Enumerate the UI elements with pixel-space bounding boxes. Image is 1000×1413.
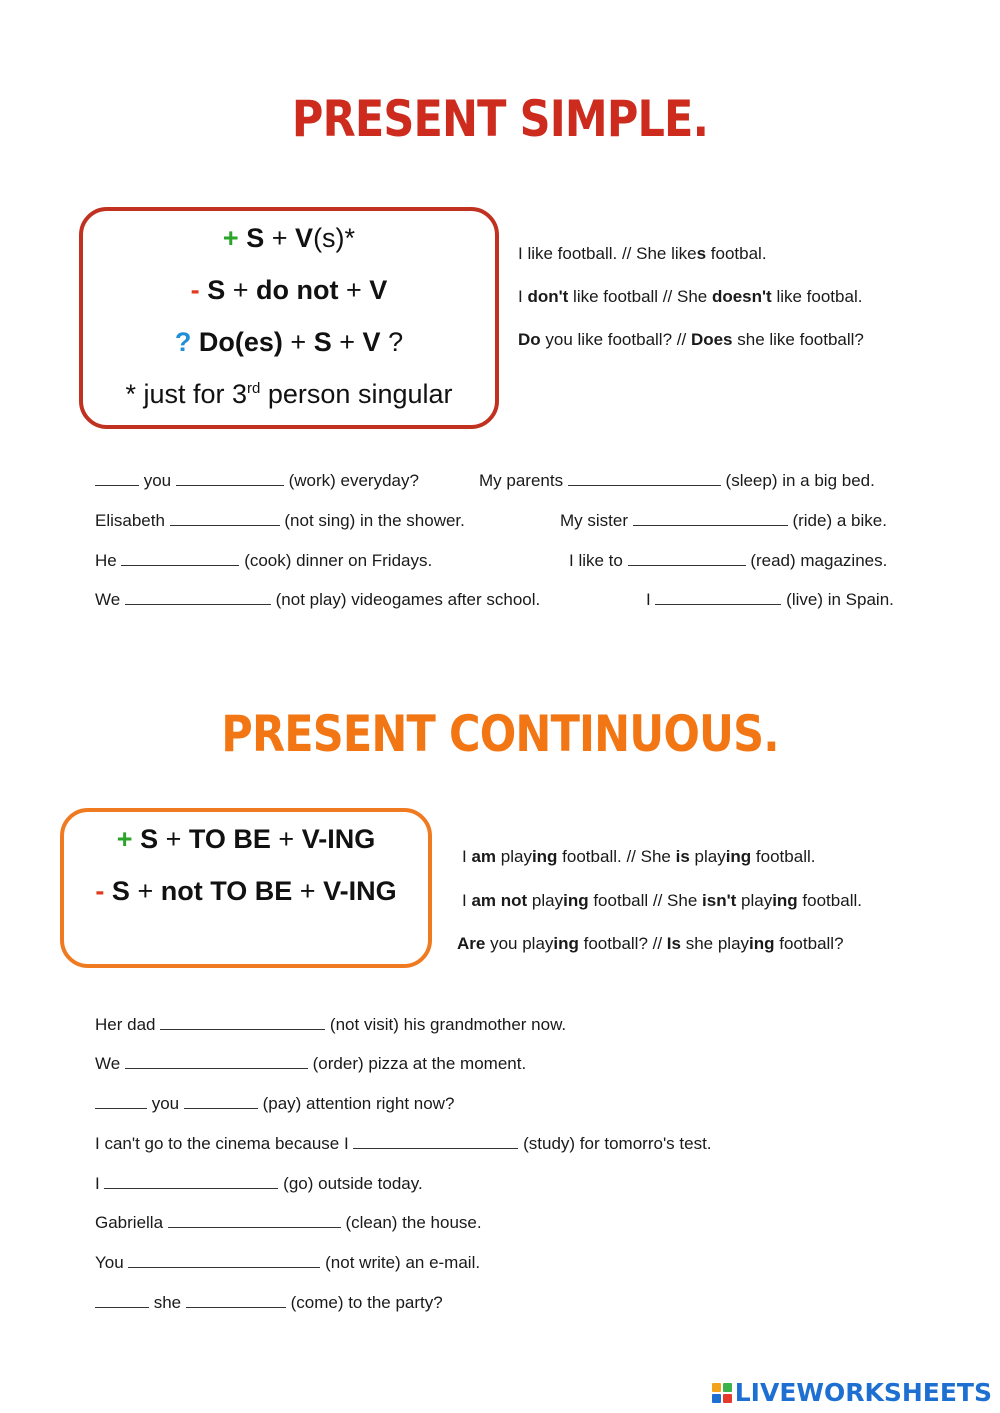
plus-sign: + bbox=[116, 824, 133, 854]
plus-operator: + bbox=[278, 824, 295, 854]
exercise-text: you bbox=[139, 471, 176, 490]
exercise-text: (read) magazines. bbox=[745, 551, 888, 570]
suffix: (s)* bbox=[313, 223, 356, 253]
exercise-text: (not play) videogames after school. bbox=[270, 590, 541, 609]
question-sign: ? bbox=[174, 327, 192, 357]
subject: S bbox=[207, 275, 226, 305]
plus-operator: + bbox=[346, 275, 362, 305]
example-bold: am not bbox=[471, 891, 528, 910]
example-text: you like football? // bbox=[540, 330, 691, 349]
exercise-line bbox=[95, 1293, 443, 1313]
simple-example-affirmative bbox=[518, 244, 767, 264]
example-bold: doesn't bbox=[711, 287, 772, 306]
to-be: TO BE bbox=[188, 824, 271, 854]
verb: V bbox=[295, 223, 314, 253]
continuous-example-question bbox=[457, 934, 844, 954]
example-text: play bbox=[689, 847, 726, 866]
exercise-text: (come) to the party? bbox=[285, 1293, 443, 1312]
answer-blank[interactable] bbox=[125, 1054, 308, 1069]
example-bold: is bbox=[675, 847, 690, 866]
example-bold: Do bbox=[518, 330, 541, 349]
answer-blank[interactable] bbox=[160, 1015, 325, 1030]
formula-note bbox=[83, 379, 495, 410]
exercise-text: Elisabeth bbox=[95, 511, 170, 530]
exercise-text: Her dad bbox=[95, 1015, 161, 1034]
exercise-line bbox=[95, 1213, 482, 1233]
example-bold: ing bbox=[749, 934, 775, 953]
example-bold: ing bbox=[725, 847, 752, 866]
verb: V bbox=[362, 327, 381, 357]
exercise-text: I bbox=[646, 590, 656, 609]
present-continuous-formula-box bbox=[60, 808, 432, 968]
auxiliary: Do(es) bbox=[198, 327, 283, 357]
answer-blank[interactable] bbox=[186, 1293, 286, 1308]
answer-blank[interactable] bbox=[176, 471, 284, 486]
simple-example-question bbox=[518, 330, 864, 350]
present-simple-title: PRESENT SIMPLE. bbox=[291, 90, 709, 148]
present-simple-formula-box bbox=[79, 207, 499, 429]
exercise-text: He bbox=[95, 551, 122, 570]
example-text: I bbox=[462, 847, 472, 866]
answer-blank[interactable] bbox=[568, 471, 721, 486]
auxiliary: do not bbox=[256, 275, 339, 305]
answer-blank[interactable] bbox=[628, 551, 746, 566]
example-bold: ing bbox=[531, 847, 558, 866]
exercise-line bbox=[95, 590, 540, 610]
subject: S bbox=[246, 223, 265, 253]
exercise-text: I bbox=[95, 1174, 105, 1193]
exercise-line bbox=[95, 471, 419, 491]
example-bold: Is bbox=[666, 934, 681, 953]
exercise-text: I like to bbox=[569, 551, 628, 570]
exercise-text: I can't go to the cinema because I bbox=[95, 1134, 354, 1153]
exercise-line bbox=[95, 551, 432, 571]
example-text: like footbal. bbox=[771, 287, 863, 306]
example-text: play bbox=[736, 891, 773, 910]
subject: S bbox=[111, 876, 130, 906]
plus-sign: + bbox=[222, 223, 239, 253]
plus-operator: + bbox=[299, 876, 316, 906]
exercise-line bbox=[95, 1054, 526, 1074]
simple-example-negative bbox=[518, 287, 862, 307]
exercise-text: (pay) attention right now? bbox=[257, 1094, 455, 1113]
plus-operator: + bbox=[137, 876, 154, 906]
liveworksheets-logo bbox=[712, 1378, 992, 1407]
answer-blank[interactable] bbox=[633, 511, 788, 526]
example-bold: ing bbox=[563, 891, 589, 910]
example-bold: Does bbox=[690, 330, 733, 349]
exercise-line bbox=[95, 1174, 423, 1194]
exercise-line bbox=[95, 1015, 566, 1035]
verb-ing: V-ING bbox=[301, 824, 376, 854]
exercise-text: (go) outside today. bbox=[278, 1174, 423, 1193]
answer-blank[interactable] bbox=[128, 1253, 320, 1268]
plus-operator: + bbox=[339, 327, 356, 357]
exercise-line bbox=[95, 1134, 712, 1154]
answer-blank[interactable] bbox=[184, 1094, 258, 1109]
exercise-text: (order) pizza at the moment. bbox=[307, 1054, 527, 1073]
example-bold: am bbox=[471, 847, 497, 866]
answer-blank[interactable] bbox=[104, 1174, 278, 1189]
example-bold: ing bbox=[553, 934, 579, 953]
subject: S bbox=[140, 824, 159, 854]
example-bold: ing bbox=[772, 891, 798, 910]
exercise-text: you bbox=[147, 1094, 184, 1113]
formula-negative bbox=[83, 275, 495, 306]
plus-operator: + bbox=[232, 275, 249, 305]
logo-text: LIVEWORKSHEETS bbox=[734, 1378, 992, 1407]
example-text: footbal. bbox=[706, 244, 767, 263]
exercise-text: (not sing) in the shower. bbox=[279, 511, 465, 530]
example-text: she like football? bbox=[732, 330, 864, 349]
example-bold: don't bbox=[527, 287, 569, 306]
exercise-text: We bbox=[95, 590, 125, 609]
answer-blank[interactable] bbox=[125, 590, 271, 605]
exercise-line bbox=[95, 1253, 480, 1273]
example-text: football? bbox=[774, 934, 844, 953]
exercise-text: My sister bbox=[560, 511, 633, 530]
logo-icon bbox=[712, 1383, 732, 1403]
exercise-line bbox=[479, 471, 875, 491]
exercise-text: (work) everyday? bbox=[283, 471, 419, 490]
answer-blank[interactable] bbox=[170, 511, 280, 526]
answer-blank[interactable] bbox=[95, 1094, 147, 1109]
example-text: play bbox=[527, 891, 564, 910]
plus-operator: + bbox=[165, 824, 182, 854]
present-continuous-title: PRESENT CONTINUOUS. bbox=[221, 705, 779, 763]
formula-negative bbox=[64, 876, 428, 907]
subject: S bbox=[313, 327, 332, 357]
verb: V bbox=[369, 275, 388, 305]
minus-sign: - bbox=[190, 275, 200, 305]
exercise-line bbox=[646, 590, 894, 610]
example-text: she play bbox=[680, 934, 750, 953]
example-text: like football // She bbox=[568, 287, 712, 306]
answer-blank[interactable] bbox=[168, 1213, 341, 1228]
example-text: I bbox=[462, 891, 472, 910]
formula-affirmative bbox=[83, 223, 495, 254]
answer-blank[interactable] bbox=[95, 1293, 149, 1308]
example-text: football. bbox=[751, 847, 816, 866]
answer-blank[interactable] bbox=[95, 471, 139, 486]
note-superscript: rd bbox=[247, 380, 261, 397]
answer-blank[interactable] bbox=[121, 551, 239, 566]
verb-ing: V-ING bbox=[323, 876, 397, 906]
exercise-line bbox=[569, 551, 887, 571]
exercise-text: she bbox=[149, 1293, 186, 1312]
example-text: you play bbox=[485, 934, 554, 953]
example-bold: s bbox=[696, 244, 707, 263]
example-bold: Are bbox=[457, 934, 486, 953]
exercise-line bbox=[95, 511, 465, 531]
exercise-text: Gabriella bbox=[95, 1213, 168, 1232]
formula-question bbox=[83, 327, 495, 358]
formula-affirmative bbox=[64, 824, 428, 855]
answer-blank[interactable] bbox=[353, 1134, 518, 1149]
continuous-example-negative bbox=[462, 891, 862, 911]
exercise-text: (sleep) in a big bed. bbox=[720, 471, 875, 490]
example-bold: isn't bbox=[702, 891, 737, 910]
example-text: football // She bbox=[588, 891, 703, 910]
plus-operator: + bbox=[290, 327, 307, 357]
note-text: * just for 3 bbox=[125, 379, 248, 409]
minus-sign: - bbox=[95, 876, 105, 906]
example-text: I bbox=[518, 287, 528, 306]
exercise-line bbox=[95, 1094, 454, 1114]
exercise-text: (study) for tomorro's test. bbox=[518, 1134, 712, 1153]
exercise-text: (not visit) his grandmother now. bbox=[325, 1015, 567, 1034]
example-text: play bbox=[496, 847, 532, 866]
exercise-text: My parents bbox=[479, 471, 568, 490]
exercise-text: (clean) the house. bbox=[340, 1213, 482, 1232]
exercise-text: You bbox=[95, 1253, 129, 1272]
answer-blank[interactable] bbox=[655, 590, 781, 605]
continuous-example-affirmative bbox=[462, 847, 815, 867]
example-text: football. bbox=[797, 891, 862, 910]
to-be: not TO BE bbox=[160, 876, 293, 906]
exercise-line bbox=[560, 511, 887, 531]
exercise-text: (cook) dinner on Fridays. bbox=[239, 551, 433, 570]
exercise-text: (ride) a bike. bbox=[787, 511, 887, 530]
question-mark: ? bbox=[388, 327, 404, 357]
exercise-text: We bbox=[95, 1054, 125, 1073]
exercise-text: (not write) an e-mail. bbox=[320, 1253, 481, 1272]
example-text: football. // She bbox=[557, 847, 676, 866]
plus-operator: + bbox=[271, 223, 288, 253]
example-text: I like football. // She like bbox=[518, 244, 697, 263]
exercise-text: (live) in Spain. bbox=[781, 590, 894, 609]
note-text-end: person singular bbox=[260, 379, 453, 409]
example-text: football? // bbox=[578, 934, 667, 953]
